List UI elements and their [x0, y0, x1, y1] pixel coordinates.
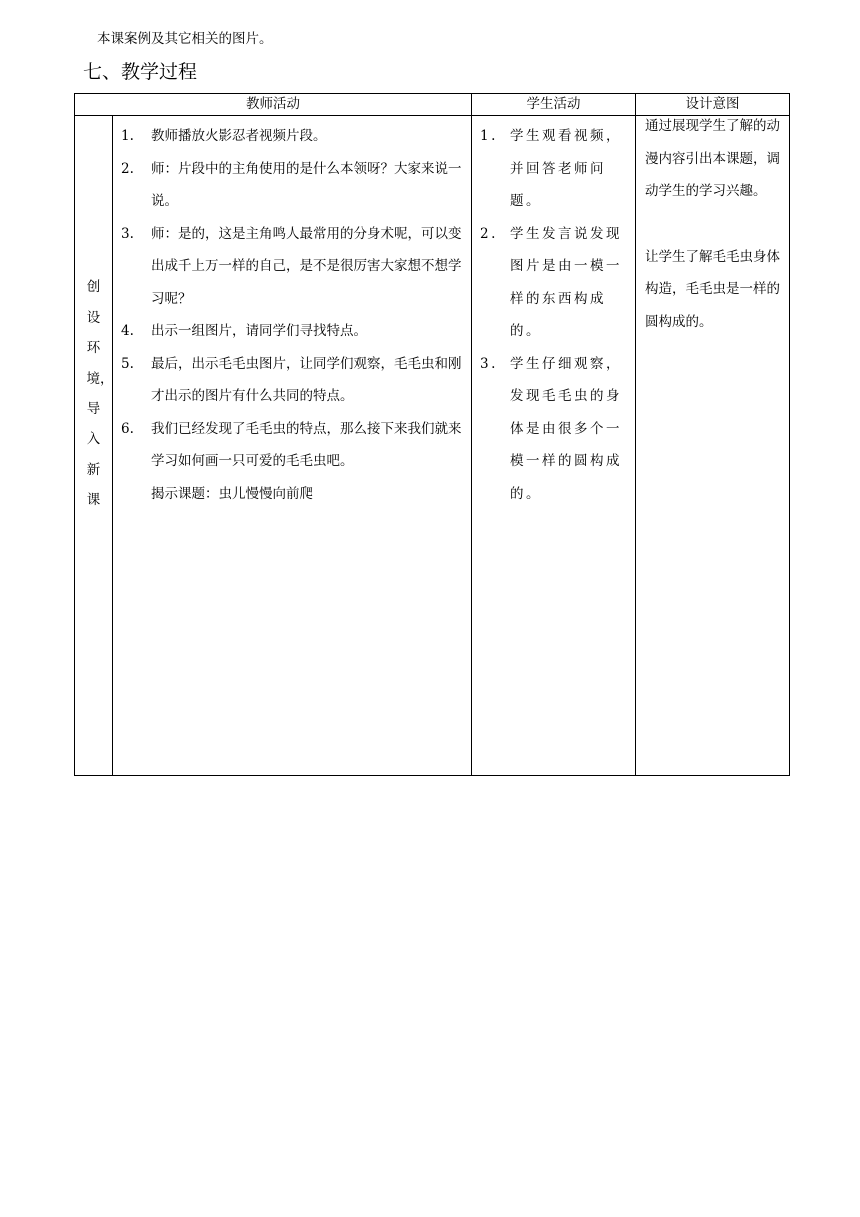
intro-text: 本课案例及其它相关的图片。: [97, 31, 273, 47]
table-row: [75, 116, 790, 776]
list-item: 1. 教师播放火影忍者视频片段。: [121, 128, 327, 144]
design-intent-cell: [636, 116, 790, 776]
stage-label: 创设环境，导入新课: [86, 279, 114, 509]
design-paragraph: 通过展现学生了解的动漫内容引出本课题，调动学生的学习兴趣。: [645, 118, 780, 199]
header-design-intent: 设计意图: [636, 94, 790, 116]
header-student-activity: 学生活动: [472, 94, 636, 116]
list-item: 6. 我们已经发现了毛毛虫的特点，那么接下来我们就来学习如何画一只可爱的毛毛虫吧。: [121, 420, 462, 469]
student-activity-cell: [472, 116, 636, 776]
list-item: 2. 学生发言说发现图片是由一模一样的东西构成的。: [480, 225, 622, 339]
list-item: 3. 师：是的，这是主角鸣人最常用的分身术呢，可以变出成千上万一样的自己，是不是很厉害大家想不想学习呢？: [121, 225, 462, 307]
list-item: 3. 学生仔细观察，发现毛毛虫的身体是由很多个一模一样的圆构成的。: [480, 355, 622, 502]
lesson-topic: 揭示课题：虫儿慢慢向前爬: [151, 485, 313, 502]
teaching-process-table: [74, 93, 790, 776]
list-item: 5. 最后，出示毛毛虫图片，让同学们观察，毛毛虫和刚才出示的图片有什么共同的特点。: [121, 355, 462, 404]
stage-cell: [75, 116, 113, 776]
list-item: 4. 出示一组图片，请同学们寻找特点。: [121, 323, 367, 339]
header-teacher-activity: 教师活动: [75, 94, 472, 116]
section-title: 七、教学过程: [83, 61, 198, 83]
teacher-activity-list: [121, 120, 465, 478]
list-item: 2. 师：片段中的主角使用的是什么本领呀？大家来说一说。: [121, 160, 462, 209]
student-activity-list: [480, 120, 629, 510]
list-item: 1. 学生观看视频，并回答老师问题。: [480, 128, 622, 209]
teacher-activity-cell: [113, 116, 472, 776]
design-paragraph: 让学生了解毛毛虫身体构造，毛毛虫是一样的圆构成的。: [645, 248, 780, 330]
